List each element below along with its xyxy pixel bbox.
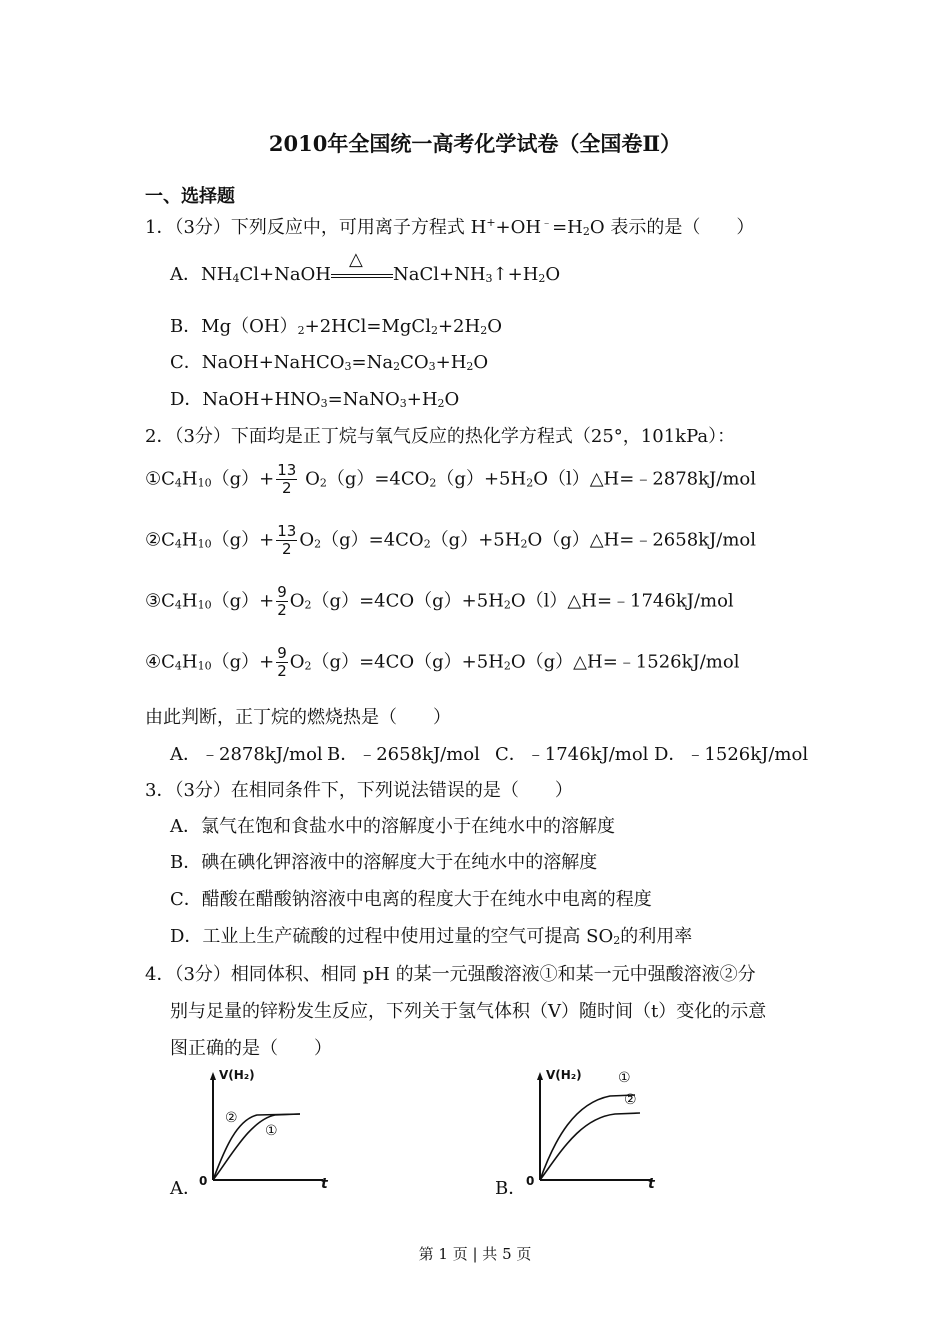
question-2-option-a: A．﹣2878kJ/mol [170, 744, 323, 765]
question-3-stem: 3．（3分）在相同条件下，下列说法错误的是（ ） [145, 780, 573, 801]
origin-label: 0 [199, 1174, 208, 1188]
curve-1-label: ① [618, 1070, 631, 1086]
question-1-stem: 1．（3分）下列反应中，可用离子方程式 $H^++OH^﹣=H_2O$ 表示的是（ ） [145, 216, 755, 238]
question-3-option-a: A．氯气在饱和食盐水中的溶解度小于在纯水中的溶解度 [170, 816, 615, 837]
question-3-option-b: B．碘在碘化钾溶液中的溶解度大于在纯水中的溶解度 [170, 852, 598, 873]
curve-2-label: ② [225, 1110, 238, 1126]
question-1-option-d: D．$NaOH+HNO_3=NaNO_3+H_2O$ [170, 389, 460, 410]
curve-1 [540, 1095, 635, 1180]
question-2-stem: 2．（3分）下面均是正丁烷与氧气反应的热化学方程式（25°，101kPa）： [145, 426, 736, 447]
graph-b [520, 1068, 665, 1198]
graph-a [195, 1068, 335, 1198]
question-2-option-d: D．﹣1526kJ/mol [654, 744, 809, 765]
graph-b-svg [520, 1068, 665, 1198]
curve-1-label: ① [265, 1123, 278, 1139]
question-4-line-3: 图正确的是（ ） [170, 1038, 332, 1059]
y-axis-arrow-icon [210, 1072, 216, 1080]
fraction-9-2: $\frac{9}{2}$ [277, 583, 287, 619]
x-axis-label: t [648, 1176, 655, 1192]
question-2-option-b: B．﹣2658kJ/mol [327, 744, 480, 765]
fraction-13-2: $\frac{13}{2}$ [277, 522, 297, 558]
question-2-judge: 由此判断，正丁烷的燃烧热是（ ） [145, 707, 451, 728]
question-1-option-a: A．$NH_4Cl+NaOH$ △ $NaCl+NH_3↑+H_2O$ [170, 249, 561, 285]
equation-1: $①C_4H_{10}(g)+$ $\frac{13}{2}$ $O_2(g)=4CO_2(g)+5H_2O(l)\triangle H=﹣2878kJ$/mol [145, 461, 756, 497]
question-4-line-2: 别与足量的锌粉发生反应，下列关于氢气体积（V）随时间（t）变化的示意 [170, 1001, 767, 1022]
curve-2-label: ② [624, 1092, 637, 1108]
question-3-option-d: D．工业上生产硫酸的过程中使用过量的空气可提高 $SO_2$的利用率 [170, 926, 693, 947]
delta-icon: △ [349, 249, 363, 270]
question-4-line-1: 4．（3分）相同体积、相同 pH 的某一元强酸溶液①和某一元中强酸溶液②分 [145, 964, 756, 985]
section-heading: 一、选择题 [145, 186, 235, 207]
equation-3: $③C_4H_{10}(g)+$ $\frac{9}{2}$ $O_2(g)=4CO(g)+5H_2O(l)\triangle H=﹣1746kJ$/mol [145, 583, 734, 619]
heating-equals-sign [331, 249, 393, 285]
origin-label: 0 [526, 1174, 535, 1188]
page-title: 2010年全国统一高考化学试卷（全国卷Ⅱ） [268, 131, 682, 156]
y-axis-arrow-icon [537, 1072, 543, 1080]
equation-4: $④C_4H_{10}(g)+$ $\frac{9}{2}$ $O_2(g)=4CO(g)+5H_2O(g)\triangle H=﹣1526kJ$/mol [145, 644, 740, 680]
x-axis-label: t [321, 1176, 328, 1192]
question-1-option-b: B．$Mg(OH)_2+2HCl=MgCl_2+2H_2O$ [170, 316, 502, 337]
y-axis-label: V(H₂) [219, 1068, 255, 1082]
y-axis-label: V(H₂) [546, 1068, 582, 1082]
question-2-option-c: C．﹣1746kJ/mol [495, 744, 649, 765]
fraction-9-2: $\frac{9}{2}$ [277, 644, 287, 680]
question-1-option-c: C．$NaOH+NaHCO_3=Na_2CO_3+H_2O$ [170, 352, 489, 373]
fraction-13-2: $\frac{13}{2}$ [277, 461, 297, 497]
question-3-option-c: C．醋酸在醋酸钠溶液中电离的程度大于在纯水中电离的程度 [170, 889, 652, 910]
question-4-option-a-label: A． [170, 1178, 201, 1199]
page-footer: 第 1 页 | 共 5 页 [418, 1245, 532, 1263]
equation-2: $②C_4H_{10}(g)+$ $\frac{13}{2}$ $O_2(g)=4CO_2(g)+5H_2O(g)\triangle H=﹣2658kJ$/mol [145, 522, 757, 558]
question-4-option-b-label: B． [495, 1178, 527, 1199]
